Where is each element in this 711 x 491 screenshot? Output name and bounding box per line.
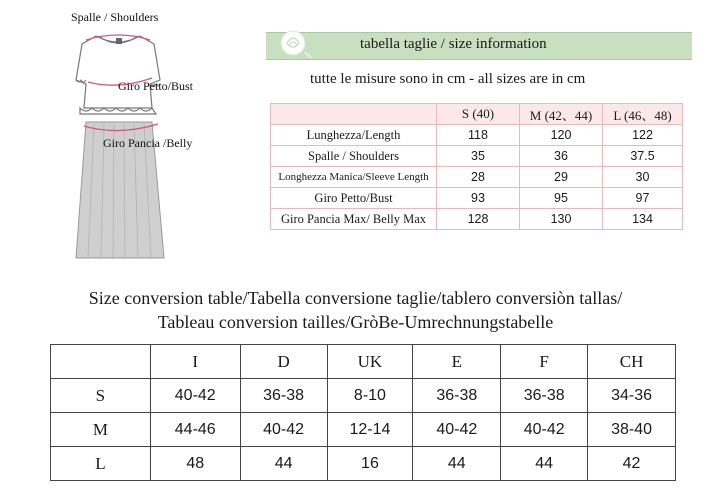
- table-row: [271, 146, 683, 167]
- table-cell: 16: [327, 447, 413, 481]
- table-cell: 134: [603, 209, 683, 230]
- bust-label: Giro Petto/Bust: [118, 79, 194, 93]
- table-cell: 40-42: [501, 413, 588, 447]
- table-row: [51, 447, 676, 481]
- table-cell: 95: [520, 188, 603, 209]
- header-cell: M (42、44): [520, 104, 603, 125]
- row-label: Longhezza Manica/Sleeve Length: [271, 167, 437, 188]
- table-cell: 36-38: [413, 379, 501, 413]
- size-info-header-row: [271, 104, 683, 125]
- shoulders-label: Spalle / Shoulders: [71, 10, 159, 24]
- row-label: Giro Pancia Max/ Belly Max: [271, 209, 437, 230]
- table-row: [271, 209, 683, 230]
- table-cell: 44-46: [150, 413, 240, 447]
- rose-icon: [275, 25, 317, 65]
- header-cell: D: [240, 345, 327, 379]
- table-cell: 34-36: [588, 379, 676, 413]
- table-cell: 40-42: [413, 413, 501, 447]
- banner-title: tabella taglie / size information: [360, 36, 547, 52]
- table-cell: 35: [437, 146, 520, 167]
- table-cell: 40-42: [150, 379, 240, 413]
- conversion-title-line: Size conversion table/Tabella conversione taglie/tablero conversiòn tallas/: [88, 288, 623, 308]
- table-cell: 36-38: [240, 379, 327, 413]
- table-cell: 37.5: [603, 146, 683, 167]
- size-label: S: [51, 379, 151, 413]
- conversion-table: [50, 344, 676, 481]
- row-label: Giro Petto/Bust: [271, 188, 437, 209]
- table-row: [51, 379, 676, 413]
- conversion-header-row: [51, 345, 676, 379]
- table-row: [51, 413, 676, 447]
- table-row: [271, 167, 683, 188]
- header-cell: [271, 104, 437, 125]
- table-row: [271, 125, 683, 146]
- table-cell: 28: [437, 167, 520, 188]
- conversion-title-line: Tableau conversion tailles/GròBe-Umrechnungstabelle: [157, 312, 554, 332]
- header-cell: L (46、48): [603, 104, 683, 125]
- row-label: Spalle / Shoulders: [271, 146, 437, 167]
- table-cell: 130: [520, 209, 603, 230]
- table-cell: 93: [437, 188, 520, 209]
- table-cell: 36: [520, 146, 603, 167]
- size-label: M: [51, 413, 151, 447]
- table-cell: 48: [150, 447, 240, 481]
- table-cell: 38-40: [588, 413, 676, 447]
- header-cell: [51, 345, 151, 379]
- table-cell: 44: [413, 447, 501, 481]
- table-cell: 122: [603, 125, 683, 146]
- table-cell: 29: [520, 167, 603, 188]
- header-cell: S (40): [437, 104, 520, 125]
- header-cell: F: [501, 345, 588, 379]
- header-cell: CH: [588, 345, 676, 379]
- table-cell: 120: [520, 125, 603, 146]
- units-note: tutte le misure sono in cm - all sizes are in cm: [310, 71, 586, 87]
- header-cell: UK: [327, 345, 413, 379]
- table-cell: 30: [603, 167, 683, 188]
- table-cell: 8-10: [327, 379, 413, 413]
- table-cell: 42: [588, 447, 676, 481]
- header-cell: E: [413, 345, 501, 379]
- table-cell: 128: [437, 209, 520, 230]
- table-cell: 118: [437, 125, 520, 146]
- table-cell: 40-42: [240, 413, 327, 447]
- table-cell: 44: [240, 447, 327, 481]
- table-cell: 12-14: [327, 413, 413, 447]
- table-cell: 36-38: [501, 379, 588, 413]
- conversion-title: [0, 286, 711, 334]
- table-cell: 44: [501, 447, 588, 481]
- size-info-table: [270, 103, 683, 230]
- header-cell: I: [150, 345, 240, 379]
- belly-label: Giro Pancia /Belly: [103, 136, 193, 150]
- row-label: Lunghezza/Length: [271, 125, 437, 146]
- table-cell: 97: [603, 188, 683, 209]
- size-label: L: [51, 447, 151, 481]
- table-row: [271, 188, 683, 209]
